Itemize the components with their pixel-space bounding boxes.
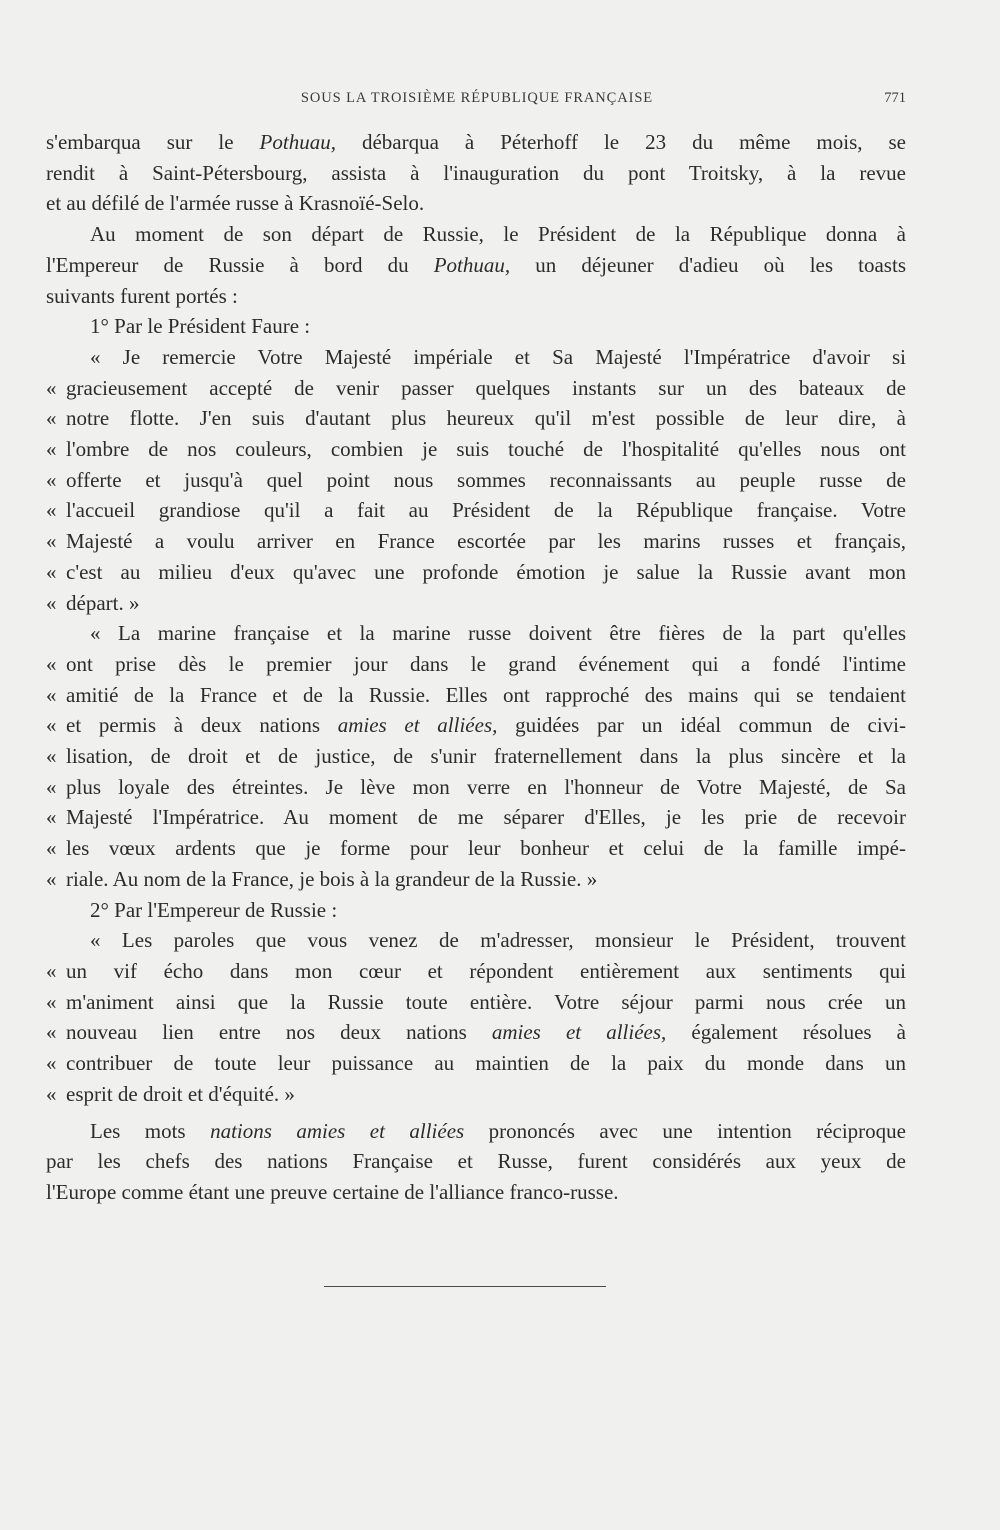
quote-line: « les vœux ardents que je forme pour leur bonheur et celui de la famille impé- — [46, 836, 906, 861]
quote-line: « m'animent ainsi que la Russie toute entière. Votre séjour parmi nous crée un — [46, 989, 906, 1014]
quote-line: « départ. » — [46, 590, 140, 615]
text-line: s'embarqua sur le Pothuau, débarqua à Péterhoff le 23 du même mois, se — [46, 130, 906, 154]
quote-line: « plus loyale des étreintes. Je lève mon verre en l'honneur de Votre Majesté, de Sa — [46, 774, 906, 799]
quote-line: « Je remercie Votre Majesté impériale et Sa Majesté l'Impératrice d'avoir si — [90, 344, 906, 369]
quote-line: « riale. Au nom de la France, je bois à la grandeur de la Russie. » — [46, 866, 598, 891]
quote-line: « Majesté l'Impératrice. Au moment de me séparer d'Elles, je les prie de recevoir — [46, 805, 906, 830]
page-header — [48, 86, 906, 114]
quote-line: « lisation, de droit et de justice, de s'unir fraternellement dans la plus sincère et la — [46, 744, 906, 769]
quote-line: « esprit de droit et d'équité. » — [46, 1081, 295, 1106]
quote-line: « un vif écho dans mon cœur et répondent entièrement aux sentiments qui — [46, 958, 906, 983]
quote-line: « gracieusement accepté de venir passer quelques instants sur un des bateaux de — [46, 375, 906, 400]
quote-line: « Les paroles que vous venez de m'adresser, monsieur le Président, trouvent — [90, 928, 906, 953]
text-line: et au défilé de l'armée russe à Krasnoïé-Selo. — [46, 191, 425, 216]
page-number: 771 — [884, 90, 906, 106]
section-label: 1° Par le Président Faure : — [90, 314, 311, 339]
text-line: l'Empereur de Russie à bord du Pothuau, un déjeuner d'adieu où les toasts — [46, 252, 906, 277]
text-line: Les mots nations amies et alliées prononcés avec une intention réciproque — [90, 1118, 906, 1143]
quote-line: « l'accueil grandiose qu'il a fait au Président de la République française. Votre — [46, 498, 906, 523]
quote-line: « ont prise dès le premier jour dans le grand événement qui a fondé l'intime — [46, 651, 906, 676]
quote-line: « La marine française et la marine russe doivent être fières de la part qu'elles — [90, 621, 906, 646]
running-head: SOUS LA TROISIÈME RÉPUBLIQUE FRANÇAISE — [300, 90, 654, 106]
text-line: Au moment de son départ de Russie, le Président de la République donna à — [90, 222, 906, 247]
quote-line: « Majesté a voulu arriver en France escortée par les marins russes et français, — [46, 529, 906, 554]
quote-line: « l'ombre de nos couleurs, combien je suis touché de l'hospitalité qu'elles nous ont — [46, 437, 906, 462]
quote-line: « amitié de la France et de la Russie. Elles ont rapproché des mains qui se tendaient — [46, 682, 906, 707]
quote-line: « et permis à deux nations amies et alliées, guidées par un idéal commun de civi- — [46, 713, 906, 738]
quote-line: « nouveau lien entre nos deux nations amies et alliées, également résolues à — [46, 1020, 907, 1045]
quote-line: « c'est au milieu d'eux qu'avec une profonde émotion je salue la Russie avant mon — [46, 559, 906, 584]
body-text — [46, 127, 906, 1208]
text-line: par les chefs des nations Française et Russe, furent considérés aux yeux de — [46, 1149, 906, 1174]
quote-line: « offerte et jusqu'à quel point nous sommes reconnaissants au peuple russe de — [46, 467, 906, 492]
text-line: l'Europe comme étant une preuve certaine de l'alliance franco-russe. — [46, 1179, 619, 1204]
text-line: rendit à Saint-Pétersbourg, assista à l'inauguration du pont Troitsky, à la revue — [46, 160, 906, 185]
quote-line: « contribuer de toute leur puissance au maintien de la paix du monde dans un — [46, 1051, 906, 1076]
quote-line: « notre flotte. J'en suis d'autant plus heureux qu'il m'est possible de leur dire, à — [46, 406, 906, 431]
section-label: 2° Par l'Empereur de Russie : — [90, 897, 338, 922]
text-line: suivants furent portés : — [46, 283, 238, 308]
end-rule — [324, 1286, 606, 1287]
